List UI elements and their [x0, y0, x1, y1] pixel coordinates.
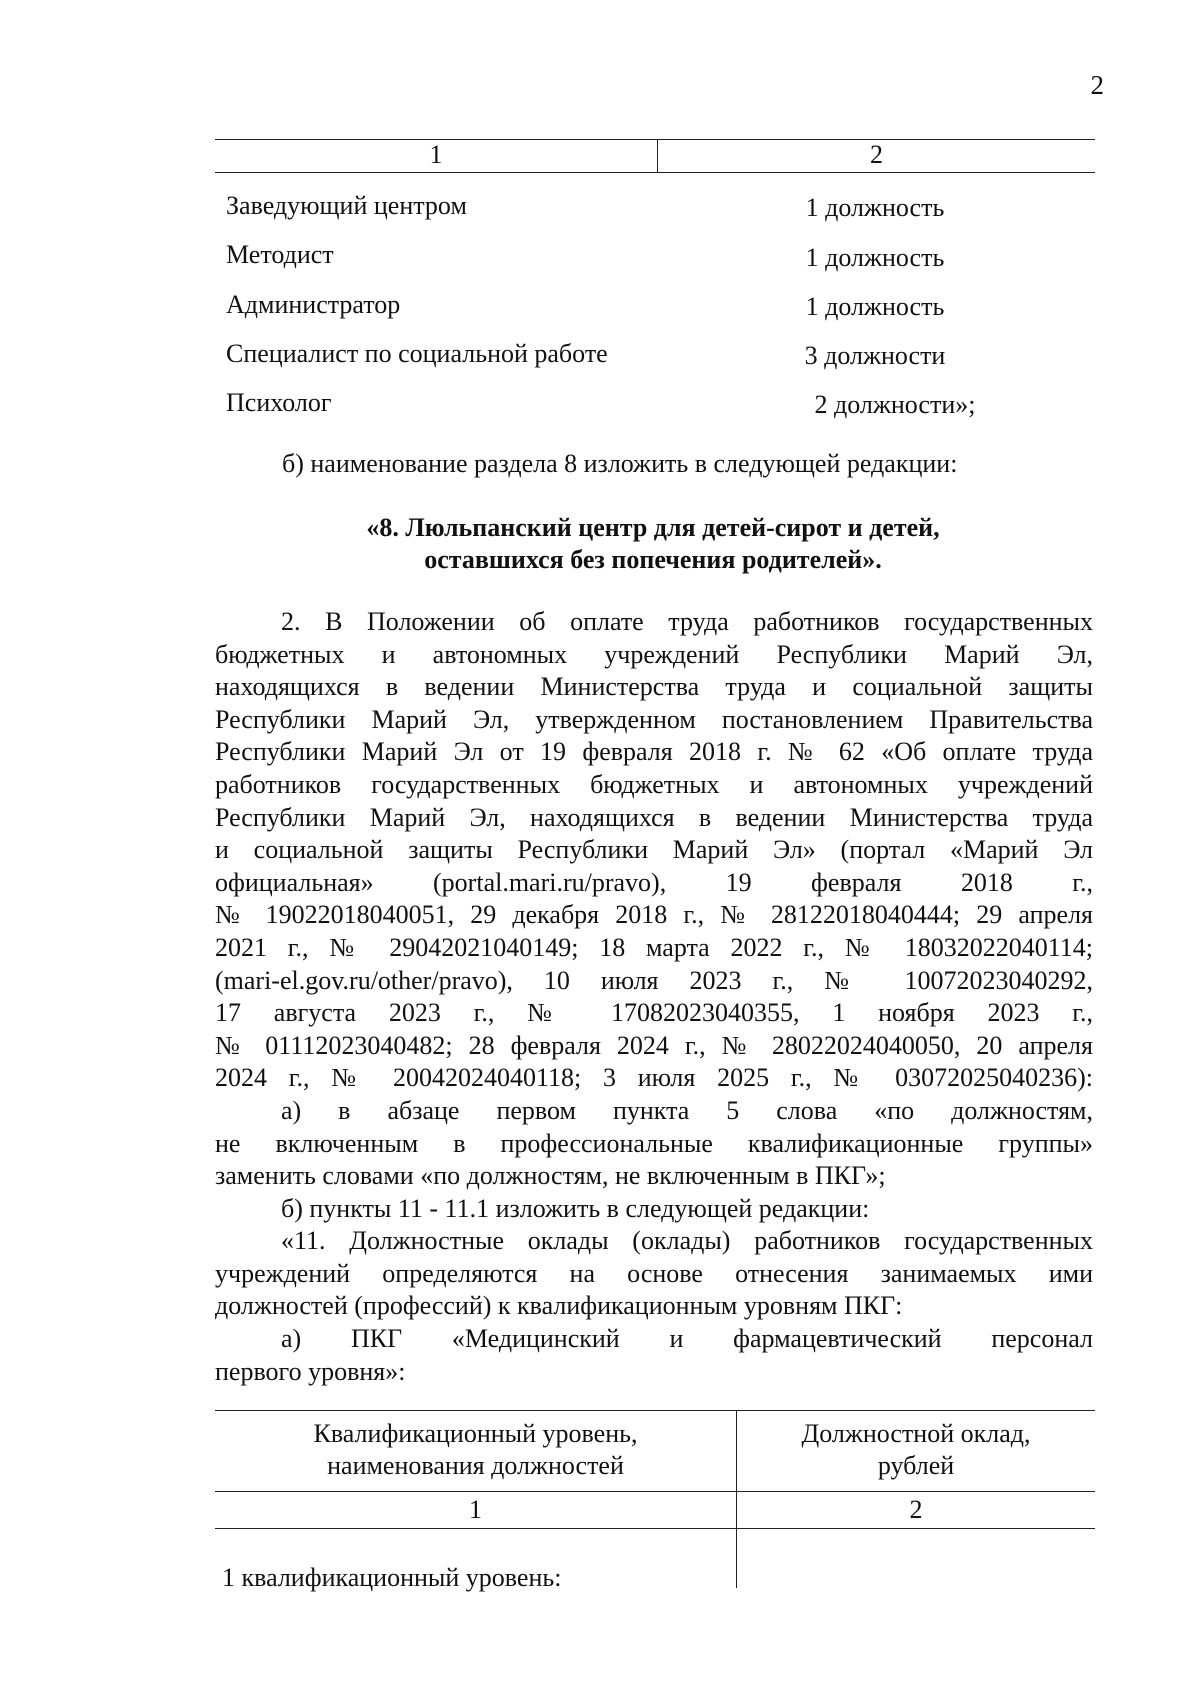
- table1-col1-number: 1: [429, 140, 443, 169]
- body-line: 2021 г., № 29042021040149; 18 марта 2022 г., № 18032022040114;: [215, 932, 1093, 962]
- body-line: первого уровня»:: [215, 1356, 406, 1386]
- body-line: (mari-el.gov.ru/other/pravo), 10 июля 2023 г., № 10072023040292,: [215, 965, 1093, 995]
- position-name: Методист: [226, 240, 334, 269]
- position-count: 1 должность: [805, 292, 945, 321]
- position-count: 3 должности: [804, 341, 946, 370]
- page-number: 2: [1090, 70, 1104, 100]
- table1-col2-number: 2: [870, 140, 883, 169]
- body-line: должностей (профессий) к квалификационным уровням ПКГ:: [215, 1291, 903, 1321]
- table2-col2-header-line2: рублей: [877, 1451, 955, 1480]
- table2-col1-header-line2: наименования должностей: [327, 1451, 624, 1480]
- position-count: 2 должности»;: [814, 390, 976, 419]
- body-line: 17 августа 2023 г., № 17082023040355, 1 ноября 2023 г.,: [215, 998, 1093, 1028]
- body-line: заменить словами «по должностям, не включенным в ПКГ»;: [215, 1161, 886, 1191]
- body-line: бюджетных и автономных учреждений Республики Марий Эл,: [215, 639, 1093, 669]
- body-line: Республики Марий Эл, утвержденном постановлением Правительства: [215, 704, 1093, 734]
- body-line: официальная» (portal.mari.ru/pravo), 19 февраля 2018 г.,: [215, 867, 1093, 897]
- body-line: не включенным в профессиональные квалификационные группы»: [215, 1128, 1093, 1158]
- body-text: [215, 606, 1093, 1388]
- position-name: Специалист по социальной работе: [226, 339, 608, 368]
- body-line: Республики Марий Эл от 19 февраля 2018 г. № 62 «Об оплате труда: [215, 737, 1093, 767]
- position-name: Психолог: [226, 388, 332, 417]
- position-count: 1 должность: [805, 243, 945, 272]
- paragraph-b: б) наименование раздела 8 изложить в следующей редакции:: [282, 449, 958, 478]
- table2-number-rule: [215, 1528, 1095, 1529]
- body-line: № 01112023040482; 28 февраля 2024 г., № 28022024040050, 20 апреля: [215, 1030, 1093, 1060]
- body-line: б) пункты 11 - 11.1 изложить в следующей редакции:: [281, 1193, 870, 1223]
- qualification-level-label: 1 квалификационный уровень:: [222, 1563, 562, 1592]
- position-name: Заведующий центром: [226, 191, 467, 220]
- body-line: № 19022018040051, 29 декабря 2018 г., № 28122018040444; 29 апреля: [215, 900, 1093, 930]
- body-line: 2024 г., № 20042024040118; 3 июля 2025 г., № 03072025040236):: [215, 1063, 1093, 1093]
- table2-col1-header-line1: Квалификационный уровень,: [313, 1419, 638, 1448]
- table1-header-bottom-rule: [215, 172, 1095, 173]
- body-line: и социальной защиты Республики Марий Эл» (портал «Марий Эл: [215, 835, 1093, 865]
- body-line: а) в абзаце первом пункта 5 слова «по должностям,: [281, 1095, 1093, 1125]
- position-name: Администратор: [226, 290, 401, 319]
- table2-top-rule: [215, 1410, 1095, 1411]
- table2-col1-number: 1: [469, 1495, 482, 1524]
- body-line: «11. Должностные оклады (оклады) работников государственных: [281, 1226, 1093, 1256]
- position-count: 1 должность: [805, 193, 945, 222]
- body-line: а) ПКГ «Медицинский и фармацевтический персонал: [281, 1324, 1093, 1354]
- table2-header-rule: [215, 1491, 1095, 1492]
- body-line: 2. В Положении об оплате труда работников государственных: [281, 607, 1093, 636]
- section-title-line2: оставшихся без попечения родителей».: [424, 545, 882, 574]
- body-line: работников государственных бюджетных и автономных учреждений: [215, 769, 1093, 799]
- body-line: учреждений определяются на основе отнесения занимаемых ими: [215, 1258, 1093, 1288]
- table2-col2-header-line1: Должностной оклад,: [801, 1419, 1031, 1448]
- body-line: находящихся в ведении Министерства труда и социальной защиты: [215, 672, 1093, 702]
- table2-col2-number: 2: [909, 1495, 923, 1524]
- section-title-line1: «8. Люльпанский центр для детей-сирот и детей,: [366, 513, 940, 542]
- body-line: Республики Марий Эл, находящихся в ведении Министерства труда: [215, 802, 1093, 832]
